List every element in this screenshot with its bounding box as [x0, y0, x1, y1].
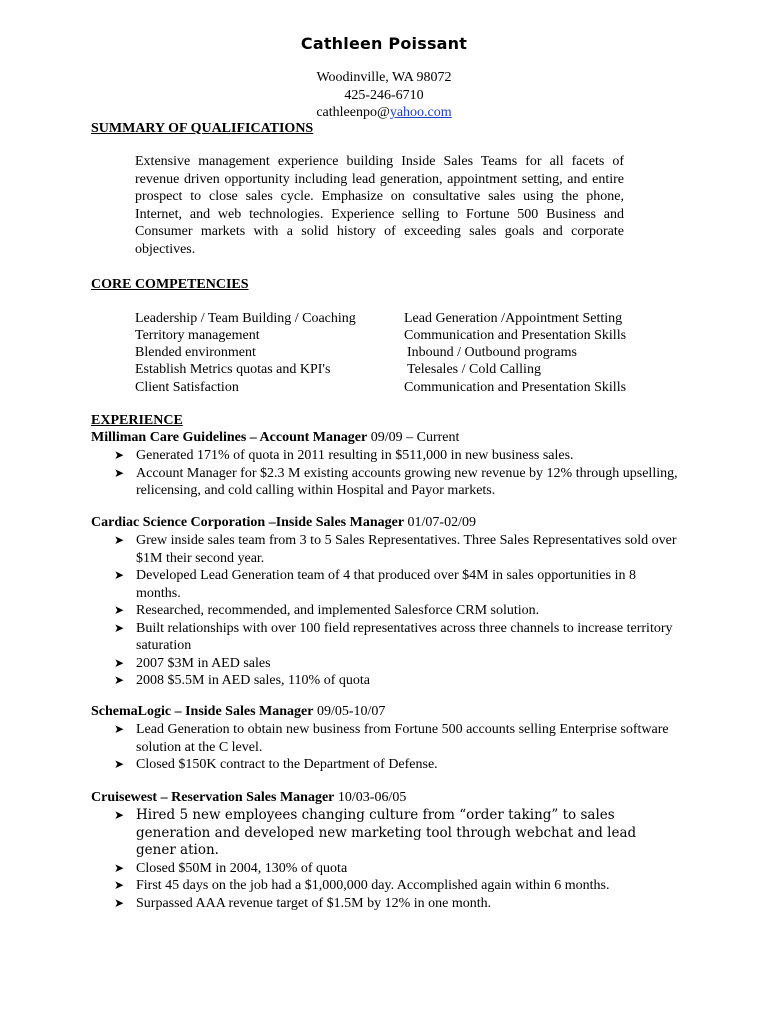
- job-title: Cruisewest – Reservation Sales Manager: [91, 790, 335, 805]
- arrow-bullet-icon: ➤: [114, 603, 125, 617]
- list-item: [110, 672, 680, 690]
- list-item: [110, 877, 680, 895]
- job-dates: 10/03-06/05: [334, 790, 407, 805]
- bullet-text: Hired 5 new employees changing culture from “order taking” to sales generation and developed new marketing tool through webchat and lead gener ation.: [136, 807, 637, 858]
- job-bullets: [110, 721, 680, 774]
- bullet-text: Closed $50M in 2004, 130% of quota: [136, 860, 348, 876]
- arrow-bullet-icon: ➤: [114, 655, 125, 670]
- competency-left: Territory management: [135, 328, 260, 343]
- arrow-bullet-icon: ➤: [114, 757, 125, 771]
- email-user: cathleenpo@: [316, 105, 390, 120]
- arrow-bullet-icon: ➤: [114, 673, 125, 687]
- list-item: [110, 567, 680, 602]
- bullet-text: Closed $150K contract to the Department of Defense.: [136, 757, 438, 772]
- job-header: [91, 790, 406, 806]
- list-item: [110, 447, 680, 465]
- email-link[interactable]: yahoo.com: [389, 105, 452, 120]
- bullet-text: Grew inside sales team from 3 to 5 Sales Representatives. Three Sales Representatives sold over $1M their second year.: [136, 533, 677, 566]
- bullet-text: 2008 $5.5M in AED sales, 110% of quota: [136, 673, 370, 688]
- job-header: [91, 430, 459, 446]
- job-bullets: [110, 447, 680, 500]
- bullet-text: Surpassed AAA revenue target of $1.5M by 12% in one month.: [136, 895, 492, 911]
- job-dates: 01/07-02/09: [404, 515, 476, 530]
- bullet-text: Researched, recommended, and implemented Salesforce CRM solution.: [136, 603, 540, 618]
- bullet-text: Developed Lead Generation team of 4 that produced over $4M in sales opportunities in 8 months.: [136, 568, 636, 601]
- experience-heading: EXPERIENCE: [91, 413, 183, 428]
- job-bullets: [110, 807, 680, 912]
- arrow-bullet-icon: ➤: [114, 808, 125, 822]
- bullet-text: Account Manager for $2.3 M existing accounts growing new revenue by 12% through upselling, relicensing, and cold calling within Hospital and Payor markets.: [136, 465, 678, 498]
- arrow-bullet-icon: ➤: [114, 860, 125, 875]
- job-header: [91, 515, 476, 531]
- bullet-text: Generated 171% of quota in 2011 resulting in $511,000 in new business sales.: [136, 448, 574, 463]
- job-title: SchemaLogic – Inside Sales Manager: [91, 704, 314, 719]
- arrow-bullet-icon: ➤: [114, 448, 125, 462]
- competency-left: Establish Metrics quotas and KPI's: [135, 362, 331, 377]
- job-header: [91, 704, 385, 720]
- list-item: [110, 895, 680, 913]
- job-bullets: [110, 532, 680, 690]
- job-dates: 09/05-10/07: [313, 704, 386, 719]
- list-item: [110, 620, 680, 655]
- competency-right: Inbound / Outbound programs: [407, 345, 577, 360]
- arrow-bullet-icon: ➤: [114, 568, 125, 582]
- bullet-text: 2007 $3M in AED sales: [136, 655, 271, 671]
- list-item: [110, 602, 680, 620]
- list-item: [110, 807, 680, 860]
- arrow-bullet-icon: ➤: [114, 620, 125, 635]
- arrow-bullet-icon: ➤: [114, 878, 125, 892]
- job-title: Cardiac Science Corporation –Inside Sales Manager: [91, 515, 405, 530]
- contact-address: Woodinville, WA 98072: [316, 70, 452, 85]
- competency-left: Leadership / Team Building / Coaching: [135, 311, 356, 326]
- arrow-bullet-icon: ➤: [114, 895, 125, 910]
- list-item: [110, 721, 680, 756]
- competency-left: Blended environment: [135, 345, 256, 360]
- list-item: [110, 465, 680, 500]
- competency-right: Communication and Presentation Skills: [404, 328, 627, 343]
- competency-left: Client Satisfaction: [135, 380, 239, 395]
- arrow-bullet-icon: ➤: [114, 533, 125, 547]
- summary-heading: SUMMARY OF QUALIFICATIONS: [91, 121, 314, 136]
- summary-text: Extensive management experience building Inside Sales Teams for all facets of revenue driven opportunity including lead generation, appointment setting, and entire prospect to close sales cycle. Emphasize on consultative sales using the phone, Internet, and web technologies. Experience selling to Fortune 500 Business and Consumer markets with a solid history of exceeding sales goals and corporate objectives.: [135, 154, 624, 257]
- job-dates: 09/09 – Current: [367, 430, 460, 445]
- list-item: [110, 860, 680, 878]
- competency-right: Communication and Presentation Skills: [404, 380, 627, 395]
- competencies-heading: CORE COMPETENCIES: [91, 277, 249, 292]
- job-title: Milliman Care Guidelines – Account Manager: [91, 430, 368, 445]
- bullet-text: First 45 days on the job had a $1,000,000 day. Accomplished again within 6 months.: [136, 878, 610, 893]
- contact-email: [0, 104, 768, 121]
- bullet-text: Lead Generation to obtain new business from Fortune 500 accounts selling Enterprise software solution at the C level.: [136, 722, 669, 755]
- competency-right: Lead Generation /Appointment Setting: [404, 311, 623, 326]
- contact-phone: 425-246-6710: [344, 88, 424, 103]
- list-item: [110, 655, 680, 673]
- list-item: [110, 532, 680, 567]
- arrow-bullet-icon: ➤: [114, 722, 125, 736]
- bullet-text: Built relationships with over 100 field representatives across three channels to increase territory saturation: [136, 620, 673, 653]
- competency-right: Telesales / Cold Calling: [407, 362, 541, 377]
- list-item: [110, 756, 680, 774]
- resume-name: Cathleen Poissant: [300, 34, 468, 53]
- arrow-bullet-icon: ➤: [114, 465, 125, 480]
